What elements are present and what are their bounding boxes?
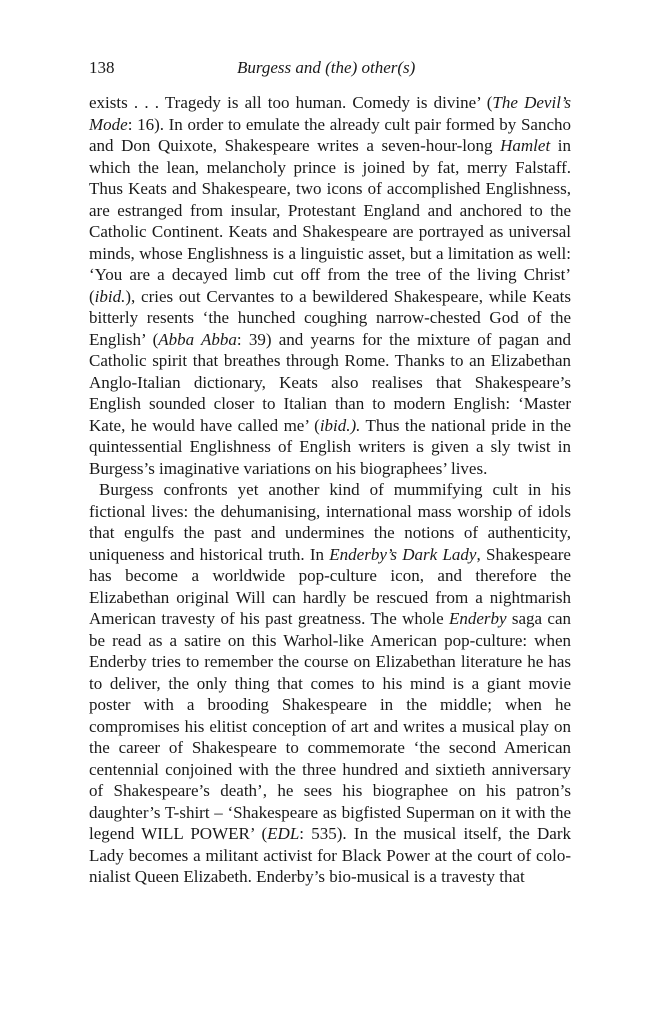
text-run: : 39) and yearns for the mixture of pagan and Catholic spirit that breathes through Rome. Thanks to an Elizabethan Anglo-Italian dictionary, Keats also realises that Shakespeare’s English sounded closer to Italian than to modern English: ‘Master Kate, he would have called me’ ( <box>89 329 571 435</box>
italic-run: ibid.). <box>319 415 361 435</box>
italic-run: EDL <box>267 824 300 843</box>
italic-run: ibid. <box>94 286 126 306</box>
running-title: Burgess and (the) other(s) <box>237 58 416 77</box>
paragraph <box>89 479 571 888</box>
text-run: in which the lean, melancholy prince is joined by fat, merry Falstaff. Thus Keats and Shakespeare, two icons of accomplished Englishness, are estranged from insular, Protestant England and anchored to the Catholic Continent. Keats and Shakespeare are portrayed as universal minds, whose Englishness is a linguistic asset, but a limitation as well: ‘You are a decayed limb cut off from the tree of the living Christ’ ( <box>89 136 571 306</box>
italic-run: Enderby’s Dark Lady <box>329 544 477 564</box>
paragraph <box>89 92 571 479</box>
italic-run: Abba Abba <box>158 329 237 349</box>
text-run: Burgess confronts yet another kind of mummifying cult in his fictional lives: the dehumanising, international mass worship of idols that engulfs the past and undermines the notions of authenticity, uniqueness and historical truth. In <box>89 480 571 564</box>
text-run: Thus the national pride in the quintessential Englishness of English writers is given a sly twist in Burgess’s imaginative variations on his biographees’ lives. <box>89 415 571 478</box>
page-number: 138 <box>89 58 115 77</box>
running-head <box>89 56 571 80</box>
text-run: : 16). In order to emulate the already cult pair formed by Sancho and Don Quixote, Shakespeare writes a seven-hour-long <box>89 114 571 155</box>
italic-run: Enderby <box>448 609 507 628</box>
body-text <box>89 92 571 888</box>
text-run: ), cries out Cervantes to a bewildered Shakespeare, while Keats bitterly resents ‘the hunched coughing narrow-chested God of the English’ ( <box>89 286 571 349</box>
italic-run: Hamlet <box>500 136 551 155</box>
text-run: , Shakespeare has become a worldwide pop-culture icon, and therefore the Elizabethan original Will can hardly be rescued from a nightmarish American travesty of his past greatness. The whole <box>89 544 571 628</box>
text-run: exists . . . Tragedy is all too human. Comedy is divine’ ( <box>89 93 493 112</box>
text-run: saga can be read as a satire on this Warhol-like American pop-culture: when Enderby tries to remember the course on Elizabethan literature he has to deliver, the only thing that comes to his mind is a giant movie poster with a brooding Shakespeare in the middle; when he compromises his elitist conception of art and writes a musical play on the career of Shakespeare to commemorate ‘the second American centennial conjoined with the three hundred and sixtieth anniversary of Shakespeare’s death’, he sees his biographee on his patron’s daughter’s T-shirt – ‘Shakespeare as bigfisted Superman on it with the legend WILL POWER’ ( <box>89 609 571 843</box>
italic-run: The Devil’s Mode <box>89 93 571 134</box>
book-page <box>89 56 571 888</box>
text-run: : 535). In the musical itself, the Dark Lady becomes a militant activist for Black Power at the court of colonialist Queen Elizabeth. Enderby’s bio-musical is a travesty that <box>89 824 571 886</box>
